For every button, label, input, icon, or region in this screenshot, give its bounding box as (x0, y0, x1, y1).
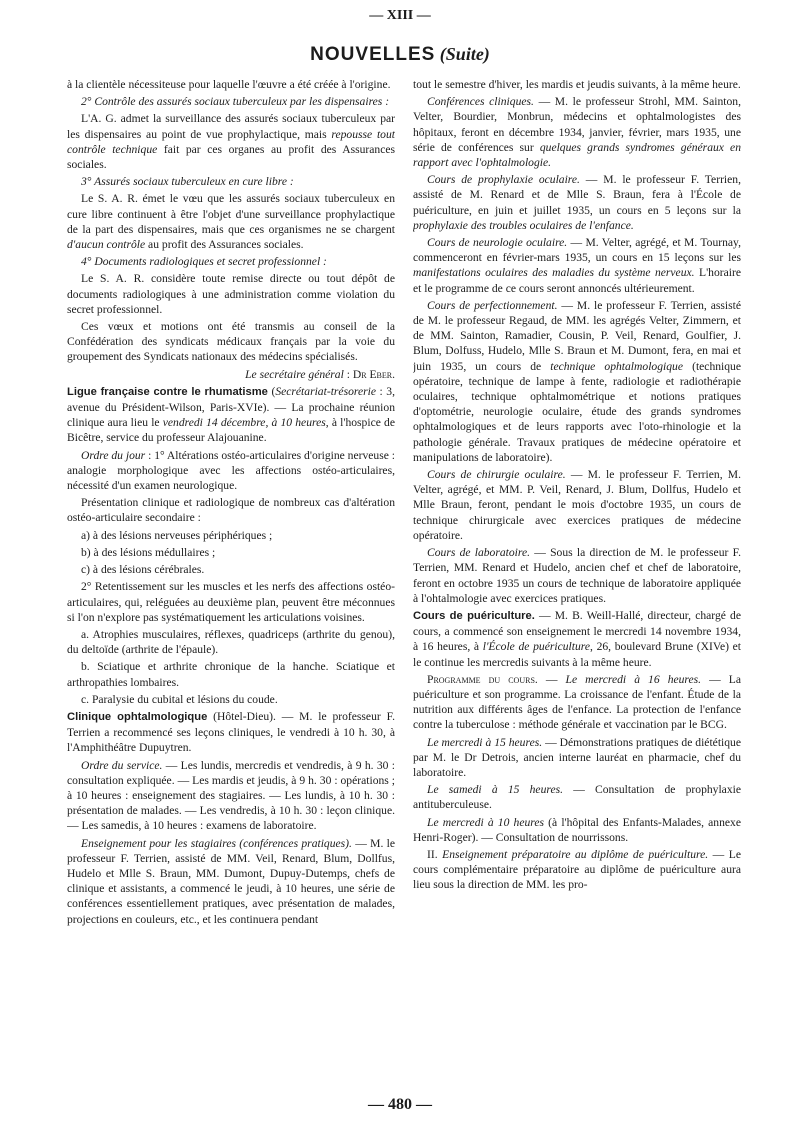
paragraph: Le S. A. R. émet le vœu que les assurés sociaux tuberculeux en cure libre continuent à être l'objet d'une surveillance prophylactique de la part des dispensaires, mais que ces organismes ne se chargent d'aucun contrôle au profit des Assurances sociales. (67, 192, 395, 252)
section-title-main: NOUVELLES (310, 44, 436, 65)
paragraph: Conférences cliniques. — M. le professeur Strohl, MM. Sainton, Velter, Bourdier, Monbrun, médecins et ophtalmologistes des hôpitaux, feront en décembre 1934, janvier, février, mars 1935, une série de conférences sur quelques grands syndromes généraux en rapport avec l'ophtalmologie. (413, 95, 741, 170)
puericulture-announcement: Cours de puériculture. — M. B. Weill-Hallé, directeur, chargé de cours, a commencé son enseignement le mercredi 14 novembre 1934, à 16 heures, à l'École de puériculture, 26, boulevard Brune (XIVe) et le continue les mercredis suivants à la même heure. (413, 608, 741, 669)
paragraph: Le samedi à 15 heures. — Consultation de prophylaxie antituberculeuse. (413, 783, 741, 812)
signature: Le secrétaire général : Dr Eber. (245, 367, 395, 381)
puericulture-title: Cours de puériculture. (413, 609, 535, 622)
list-item: b) à des lésions médullaires ; (81, 545, 216, 559)
subsection-heading: 4° Documents radiologiques et secret professionnel : (81, 255, 327, 269)
list-item: c) à des lésions cérébrales. (81, 563, 205, 577)
paragraph: L'A. G. admet la surveillance des assurés sociaux tuberculeux par les dispensaires au point de vue prophylactique, mais repousse tout contrôle technique fait par ces organes au profit des Assurances sociales. (67, 112, 395, 172)
ligue-title: Ligue française contre le rhumatisme (67, 385, 268, 398)
paragraph: 2° Retentissement sur les muscles et les nerfs des affections ostéo-articulaires, qui, reléguées au deuxième plan, peuvent être méconnues si l'on n'explore pas systématiquement les articulations voisines. (67, 580, 395, 624)
clinique-title: Clinique ophtalmologique (67, 710, 208, 723)
paragraph: Le mercredi à 10 heures (à l'hôpital des Enfants-Malades, annexe Henri-Roger). — Consultation de nourrissons. (413, 815, 741, 844)
paragraph: Cours de prophylaxie oculaire. — M. le professeur F. Terrien, assisté de M. Renard et de Mlle S. Braun, fera à l'École de puériculture, en juin et juillet 1935, un cours en 5 leçons sur la prophylaxie des troubles oculaires de l'enfance. (413, 173, 741, 232)
paragraph: Le S. A. R. considère toute remise directe ou tout dépôt de documents radiologiques à une administration comme violation du secret professionnel. (67, 272, 395, 316)
clinique-announcement: Clinique ophtalmologique (Hôtel-Dieu). — M. le professeur F. Terrien a recommencé ses leçons cliniques, le vendredi à 10 h. 30, à l'Amphithéâtre Dupuytren. (67, 709, 395, 755)
paragraph: Ordre du service. — Les lundis, mercredis et vendredis, à 9 h. 30 : consultation expliquée. — Les mardis et jeudis, à 9 h. 30 : opérations ; à 10 heures : enseignement des stagiaires. — Les lundis, à 10 h. 30 : présentation de malades. — Les vendredis, à 10 h. 30 : leçon clinique. — Les samedis, à 10 heures : examens de laboratoire. (67, 758, 395, 833)
paragraph: Enseignement pour les stagiaires (conférences pratiques). — M. le professeur F. Terrien, assisté de MM. Veil, Renard, Blum, Dollfus, Hudelo et Mlle S. Braun, MM. Dumont, Dupuy-Dutemps, chefs de clinique et assistants, a commencé le jeudi, à 10 heures, une série de conférences essentiellement pratiques, avec présentation de malades, projections en couleurs, etc., et les continuera pendant (67, 836, 395, 926)
paragraph: Cours de laboratoire. — Sous la direction de M. le professeur F. Terrien, MM. Renard et Hudelo, ancien chef et chef de laboratoire, feront en octobre 1935 un cours de technique de laboratoire appliquée à l'ohtalmologie avec exercices pratiques. (413, 546, 741, 605)
section-title (0, 44, 800, 66)
paragraph: Présentation clinique et radiologique de nombreux cas d'altération ostéo-articulaire secondaire : (67, 496, 395, 525)
roman-folio: — XIII — (369, 8, 431, 23)
list-item: a) à des lésions nerveuses périphériques ; (81, 528, 273, 542)
paragraph: Ces vœux et motions ont été transmis au conseil de la Confédération des syndicats médicaux français par la voie du groupement des Syndicats nationaux des médecins spécialisés. (67, 320, 395, 364)
list-item: c. Paralysie du cubital et lésions du coude. (81, 692, 278, 706)
paragraph: tout le semestre d'hiver, les mardis et jeudis suivants, à la même heure. (413, 78, 741, 91)
list-item: a. Atrophies musculaires, réflexes, quadriceps (arthrite du genou), du deltoïde (arthrite de l'épaule). (67, 627, 395, 657)
paragraph: Ordre du jour : 1° Altérations ostéo-articulaires d'origine nerveuse : analogie morphologique avec les affections ostéo-articulaires, nécessité d'un examen neurologique. (67, 448, 395, 493)
section-title-suffix: (Suite) (439, 44, 490, 64)
paragraph: Le mercredi à 15 heures. — Démonstrations pratiques de diététique par M. le Dr Detrois, ancien interne lauréat en pharmacie, chef du laboratoire. (413, 735, 741, 779)
paragraph: Cours de perfectionnement. — M. le professeur F. Terrien, assisté de M. le professeur Regaud, de MM. les agrégés Velter, Zimmern, et de MM. Sainton, Ramadier, Cousin, P. Veil, Renard, Goulfier, J. Blum, Dolfuss, Hudelo, Mlle S. Braun et M. Dumont, fera, en mai et juin 1935, un cours de technique ophtalmologique (technique opératoire, technique de lampe à fente, radiologie et radiothérapie oculaires, technique ophtalmométrique et notions pratiques d'optométrie, neurologie oculaire, étude des grands syndromes ophtalmologiques et de leurs rapports avec l'oto-rhinologie et la pathologie générale. Travaux pratiques de médecine opératoire et manipulations de laboratoire). (413, 298, 741, 464)
left-column (67, 77, 395, 1093)
paragraph: II. Enseignement préparatoire au diplôme de puériculture. — Le cours complémentaire préparatoire au diplôme de puériculture aura lieu sous la direction de MM. les pro- (413, 847, 741, 892)
paragraph: Cours de chirurgie oculaire. — M. le professeur F. Terrien, M. Velter, agrégé, et MM. P. Veil, Renard, J. Blum, Dollfus, Hudelo et Mlle Braun, feront, pendant le mois d'octobre 1935, un cours de technique chirurgicale avec exercices pratiques de médecine opératoire. (413, 468, 741, 542)
page-number: — 480 — (368, 1096, 432, 1113)
paragraph: Cours de neurologie oculaire. — M. Velter, agrégé, et M. Tournay, commenceront en février-mars 1935, un cours en 15 leçons sur les manifestations oculaires des maladies du système nerveux. L'horaire et le programme de ce cours seront annoncés ultérieurement. (413, 236, 741, 295)
subsection-heading: 2° Contrôle des assurés sociaux tuberculeux par les dispensaires : (81, 95, 390, 109)
list-item: b. Sciatique et arthrite chronique de la hanche. Sciatique et arthropathies lombaires. (67, 660, 395, 689)
right-column (413, 77, 741, 1093)
subsection-heading: 3° Assurés sociaux tuberculeux en cure libre : (81, 175, 294, 189)
ligue-announcement: Ligue française contre le rhumatisme (Secrétariat-trésorerie : 3, avenue du Président-Wilson, Paris-XVIe). — La prochaine réunion clinique aura lieu le vendredi 14 décembre, à 10 heures, à l'hospice de Bicêtre, service du professeur Alajouanine. (67, 384, 395, 445)
paragraph: à la clientèle nécessiteuse pour laquelle l'œuvre a été créée à l'origine. (67, 78, 391, 91)
paragraph: Programme du cours. — Le mercredi à 16 heures. — La puériculture et son programme. La croissance de l'enfant. Étude de la nutrition aux différents âges de l'enfance. La protection de l'enfance contre la tuberculose : méthode générale et vaccination par le BCG. (413, 672, 741, 732)
